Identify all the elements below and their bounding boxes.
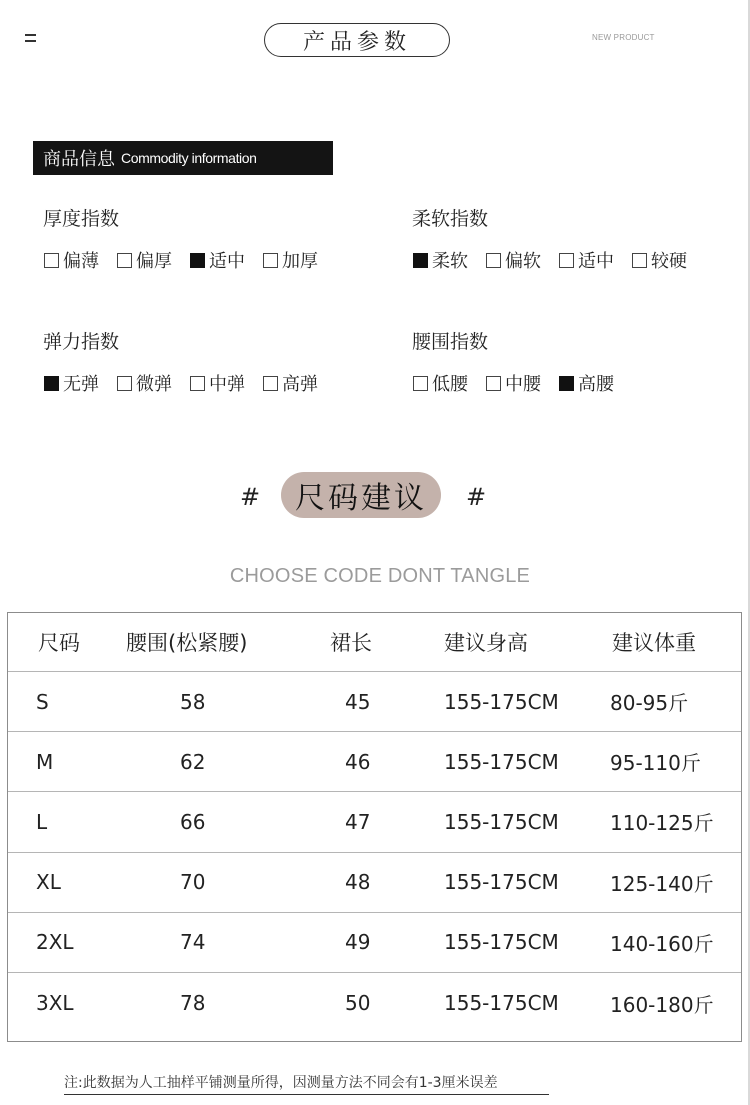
- banner-title-en: Commodity information: [121, 150, 257, 166]
- unchecked-box-icon[interactable]: [559, 253, 574, 268]
- unchecked-box-icon[interactable]: [263, 376, 278, 391]
- table-header-cell: 建议体重: [612, 631, 696, 655]
- table-cell: 155-175CM: [444, 749, 559, 774]
- table-cell: 46: [345, 749, 371, 774]
- table-cell: 49: [345, 930, 371, 955]
- option-label: 适中: [209, 251, 245, 272]
- table-header-cell: 腰围(松紧腰): [126, 631, 248, 655]
- table-cell: 47: [345, 809, 371, 834]
- table-row: [8, 913, 741, 973]
- waist-options: [413, 370, 632, 396]
- table-cell: 155-175CM: [444, 870, 559, 895]
- elasticity-index-title: 弹力指数: [43, 331, 120, 353]
- thickness-option[interactable]: [44, 247, 99, 273]
- table-cell: 155-175CM: [444, 930, 559, 955]
- option-label: 柔软: [432, 251, 468, 272]
- softness-option[interactable]: [559, 247, 614, 273]
- option-label: 中腰: [505, 374, 541, 395]
- waist-index-title: 腰围指数: [412, 331, 489, 353]
- option-label: 高弹: [282, 374, 318, 395]
- elasticity-options: [44, 370, 336, 396]
- table-cell: 2XL: [36, 930, 74, 955]
- table-cell: 62: [180, 749, 206, 774]
- banner-title-cn: 商品信息: [43, 149, 115, 170]
- table-cell: 66: [180, 809, 206, 834]
- option-label: 高腰: [578, 374, 614, 395]
- table-row: [8, 973, 741, 1033]
- table-row: [8, 732, 741, 792]
- table-cell: 74: [180, 930, 206, 955]
- table-cell: 70: [180, 870, 206, 895]
- table-cell: 48: [345, 870, 371, 895]
- unchecked-box-icon[interactable]: [190, 376, 205, 391]
- option-label: 偏软: [505, 251, 541, 272]
- option-label: 偏薄: [63, 251, 99, 272]
- waist-option[interactable]: [413, 370, 468, 396]
- elasticity-option[interactable]: [117, 370, 172, 396]
- table-cell: 78: [180, 991, 206, 1016]
- checked-box-icon[interactable]: [559, 376, 574, 391]
- checked-box-icon[interactable]: [44, 376, 59, 391]
- commodity-info-banner: [33, 141, 333, 175]
- option-label: 加厚: [282, 251, 318, 272]
- table-cell: L: [36, 809, 48, 834]
- elasticity-option[interactable]: [263, 370, 318, 396]
- unchecked-box-icon[interactable]: [263, 253, 278, 268]
- unchecked-box-icon[interactable]: [117, 253, 132, 268]
- option-label: 无弹: [63, 374, 99, 395]
- table-cell: 155-175CM: [444, 809, 559, 834]
- table-cell: 58: [180, 689, 206, 714]
- page-title: 产品参数: [264, 23, 450, 57]
- table-cell: M: [36, 749, 54, 774]
- checked-box-icon[interactable]: [413, 253, 428, 268]
- table-row: [8, 792, 741, 852]
- option-label: 较硬: [651, 251, 687, 272]
- option-label: 偏厚: [136, 251, 172, 272]
- checked-box-icon[interactable]: [190, 253, 205, 268]
- size-subtitle: CHOOSE CODE DONT TANGLE: [229, 565, 531, 587]
- softness-option[interactable]: [486, 247, 541, 273]
- table-cell: 125-140斤: [610, 871, 714, 896]
- waist-option[interactable]: [486, 370, 541, 396]
- table-cell: 110-125斤: [610, 811, 714, 836]
- table-cell: 80-95斤: [610, 691, 689, 716]
- table-cell: 95-110斤: [610, 751, 701, 776]
- unchecked-box-icon[interactable]: [413, 376, 428, 391]
- table-row: [8, 672, 741, 732]
- unchecked-box-icon[interactable]: [632, 253, 647, 268]
- table-cell: 140-160斤: [610, 931, 714, 956]
- table-header-cell: 尺码: [38, 631, 80, 655]
- unchecked-box-icon[interactable]: [117, 376, 132, 391]
- table-cell: S: [36, 689, 49, 714]
- thickness-option[interactable]: [117, 247, 172, 273]
- softness-index-title: 柔软指数: [412, 208, 489, 230]
- table-cell: 45: [345, 689, 371, 714]
- softness-option[interactable]: [632, 247, 687, 273]
- table-row: [8, 853, 741, 913]
- softness-options: [413, 247, 705, 273]
- table-cell: 50: [345, 991, 371, 1016]
- table-cell: 155-175CM: [444, 689, 559, 714]
- size-table: [7, 612, 742, 1042]
- unchecked-box-icon[interactable]: [486, 253, 501, 268]
- softness-option[interactable]: [413, 247, 468, 273]
- unchecked-box-icon[interactable]: [486, 376, 501, 391]
- thickness-option[interactable]: [263, 247, 318, 273]
- option-label: 微弹: [136, 374, 172, 395]
- measurement-footnote: 注:此数据为人工抽样平铺测量所得，因测量方法不同会有1-3厘米误差: [64, 1072, 549, 1095]
- thickness-option[interactable]: [190, 247, 245, 273]
- unchecked-box-icon[interactable]: [44, 253, 59, 268]
- hash-right: #: [466, 483, 487, 511]
- hash-left: #: [240, 483, 261, 511]
- waist-option[interactable]: [559, 370, 614, 396]
- elasticity-option[interactable]: [44, 370, 99, 396]
- elasticity-option[interactable]: [190, 370, 245, 396]
- thickness-options: [44, 247, 336, 273]
- option-label: 低腰: [432, 374, 468, 395]
- new-product-badge: NEW PRODUCT: [592, 33, 655, 42]
- menu-icon[interactable]: [25, 33, 36, 43]
- option-label: 中弹: [209, 374, 245, 395]
- table-header-cell: 裙长: [330, 631, 372, 655]
- size-suggestion-title: 尺码建议: [281, 472, 441, 518]
- thickness-index-title: 厚度指数: [43, 208, 120, 230]
- table-cell: XL: [36, 870, 61, 895]
- table-cell: 160-180斤: [610, 992, 714, 1017]
- table-cell: 155-175CM: [444, 991, 559, 1016]
- table-header-cell: 建议身高: [444, 631, 528, 655]
- table-cell: 3XL: [36, 991, 74, 1016]
- table-header-row: [8, 613, 741, 672]
- option-label: 适中: [578, 251, 614, 272]
